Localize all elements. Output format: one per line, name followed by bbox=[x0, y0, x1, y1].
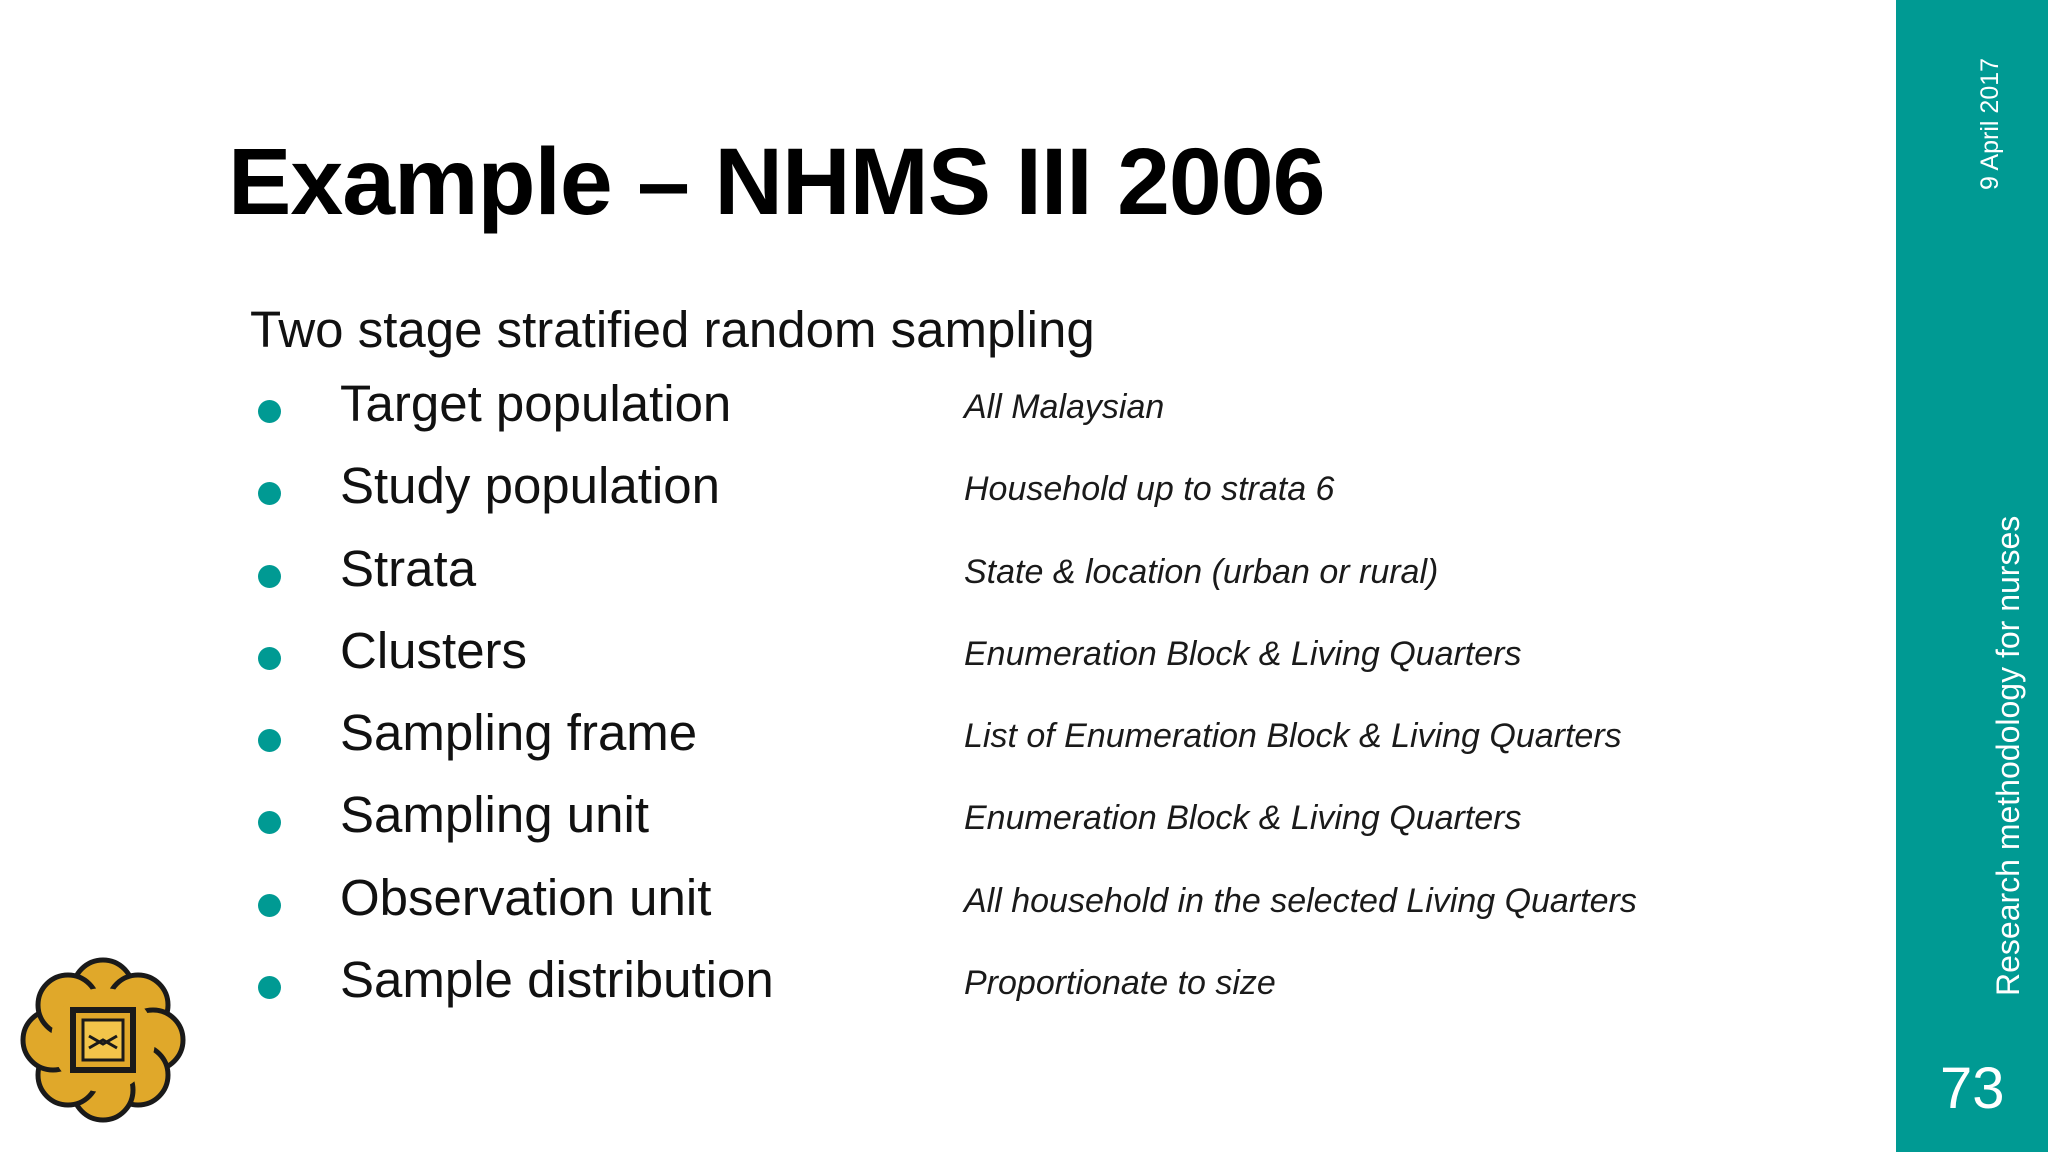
item-term: Strata bbox=[340, 540, 477, 597]
slide-subtitle: Two stage stratified random sampling bbox=[250, 301, 1095, 358]
list-item bbox=[0, 452, 1800, 534]
bullet-icon bbox=[258, 647, 281, 670]
bullet-icon bbox=[258, 894, 281, 917]
item-term: Sample distribution bbox=[340, 951, 774, 1008]
bullet-icon bbox=[258, 482, 281, 505]
item-description: All household in the selected Living Quarters bbox=[964, 882, 1637, 920]
item-term: Sampling frame bbox=[340, 704, 698, 761]
list-item bbox=[0, 946, 1800, 1028]
item-description: Enumeration Block & Living Quarters bbox=[964, 635, 1522, 673]
bullet-icon bbox=[258, 811, 281, 834]
bullet-icon bbox=[258, 565, 281, 588]
list-item bbox=[0, 617, 1800, 699]
item-description: State & location (urban or rural) bbox=[964, 553, 1439, 591]
item-term: Observation unit bbox=[340, 869, 712, 926]
bullet-icon bbox=[258, 976, 281, 999]
item-term: Clusters bbox=[340, 622, 528, 679]
slide-date: 9 April 2017 bbox=[1976, 57, 2004, 190]
item-description: List of Enumeration Block & Living Quarters bbox=[964, 717, 1622, 755]
item-term: Target population bbox=[340, 375, 732, 432]
list-item bbox=[0, 370, 1800, 452]
item-term: Sampling unit bbox=[340, 786, 650, 843]
course-title: Research methodology for nurses bbox=[1990, 515, 2026, 996]
item-description: All Malaysian bbox=[964, 388, 1165, 426]
item-description: Enumeration Block & Living Quarters bbox=[964, 799, 1522, 837]
bullet-icon bbox=[258, 400, 281, 423]
list-item bbox=[0, 699, 1800, 781]
item-term: Study population bbox=[340, 457, 720, 514]
item-description: Household up to strata 6 bbox=[964, 470, 1335, 508]
list-item bbox=[0, 535, 1800, 617]
slide-title: Example – NHMS III 2006 bbox=[228, 129, 1325, 235]
page-number: 73 bbox=[1940, 1056, 2005, 1121]
item-description: Proportionate to size bbox=[964, 964, 1276, 1002]
university-crest-icon bbox=[18, 955, 188, 1125]
list-item bbox=[0, 781, 1800, 863]
list-item bbox=[0, 864, 1800, 946]
bullet-icon bbox=[258, 729, 281, 752]
